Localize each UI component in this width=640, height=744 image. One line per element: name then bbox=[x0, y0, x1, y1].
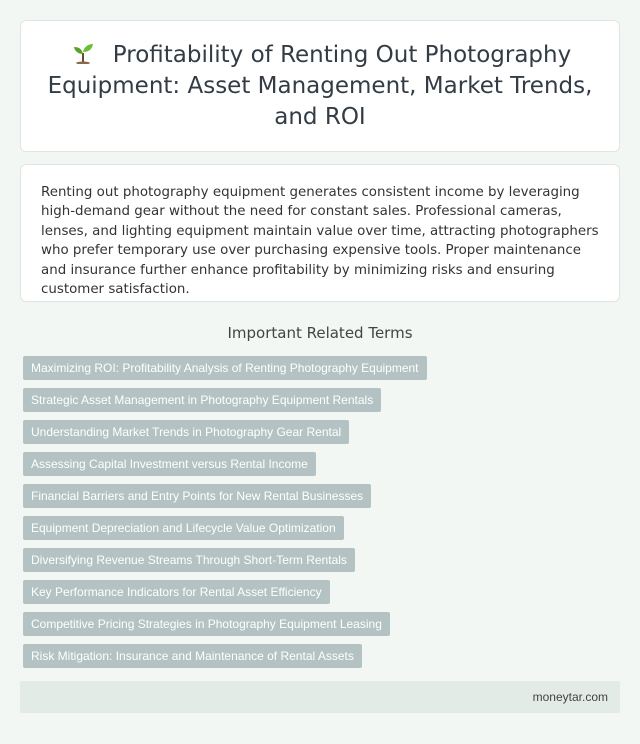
related-term-link[interactable]: Maximizing ROI: Profitability Analysis of Renting Photography Equipment bbox=[23, 356, 427, 380]
term-row bbox=[23, 484, 620, 516]
related-terms-heading: Important Related Terms bbox=[227, 324, 413, 342]
term-row bbox=[23, 644, 620, 676]
related-term-link[interactable]: Diversifying Revenue Streams Through Short-Term Rentals bbox=[23, 548, 355, 572]
related-term-link[interactable]: Risk Mitigation: Insurance and Maintenance of Rental Assets bbox=[23, 644, 362, 668]
term-row bbox=[23, 388, 620, 420]
footer bbox=[20, 681, 620, 713]
related-term-link[interactable]: Understanding Market Trends in Photography Gear Rental bbox=[23, 420, 349, 444]
term-row bbox=[23, 548, 620, 580]
sprout-icon bbox=[69, 42, 97, 64]
footer-site-label[interactable]: moneytar.com bbox=[532, 690, 608, 704]
page-title-text: Profitability of Renting Out Photography Equipment: Asset Management, Market Trends, and ROI bbox=[47, 41, 593, 130]
related-term-link[interactable]: Strategic Asset Management in Photography Equipment Rentals bbox=[23, 388, 381, 412]
summary-card bbox=[20, 164, 620, 302]
related-term-link[interactable]: Key Performance Indicators for Rental Asset Efficiency bbox=[23, 580, 330, 604]
term-row bbox=[23, 612, 620, 644]
term-row bbox=[23, 516, 620, 548]
page-title bbox=[47, 40, 593, 133]
title-card bbox=[20, 20, 620, 152]
term-row bbox=[23, 356, 620, 388]
related-term-link[interactable]: Competitive Pricing Strategies in Photography Equipment Leasing bbox=[23, 612, 390, 636]
term-row bbox=[23, 420, 620, 452]
related-term-link[interactable]: Financial Barriers and Entry Points for New Rental Businesses bbox=[23, 484, 371, 508]
term-row bbox=[23, 580, 620, 612]
related-terms-list bbox=[20, 356, 620, 676]
summary-paragraph: Renting out photography equipment generates consistent income by leveraging high-demand gear without the need for constant sales. Professional cameras, lenses, and lighting equipment maintain value over time, attracting photographers who prefer temporary use over purchasing expensive tools. Proper maintenance and insurance further enhance profitability by minimizing risks and ensuring customer satisfaction. bbox=[41, 185, 599, 298]
related-term-link[interactable]: Equipment Depreciation and Lifecycle Value Optimization bbox=[23, 516, 344, 540]
related-term-link[interactable]: Assessing Capital Investment versus Rental Income bbox=[23, 452, 316, 476]
term-row bbox=[23, 452, 620, 484]
